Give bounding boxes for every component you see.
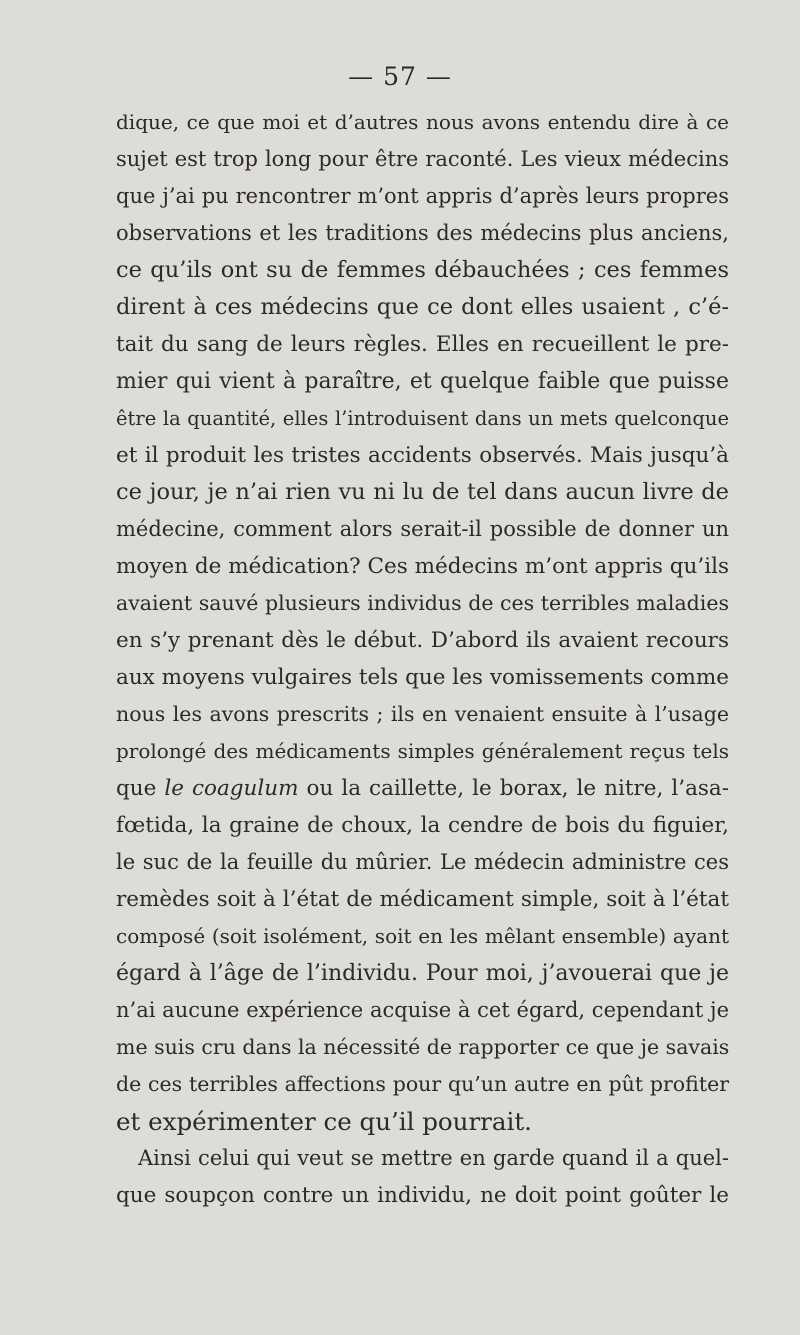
text-line: composé (soit isolément, soit en les mêlant ensemble) ayant	[116, 924, 729, 948]
text-line: nous les avons prescrits ; ils en venaient ensuite à l’usage	[116, 702, 729, 726]
text-line: moyen de médication? Ces médecins m’ont appris qu’ils	[116, 554, 729, 579]
text-line: et il produit les tristes accidents observés. Mais jusqu’à	[116, 443, 729, 468]
text-line: médecine, comment alors serait-il possible de donner un	[116, 517, 729, 541]
text-line: en s’y prenant dès le début. D’abord ils avaient recours	[116, 628, 729, 653]
text-line: ce qu’ils ont su de femmes débauchées ; ces femmes	[116, 257, 729, 283]
text-line: ce jour, je n’ai rien vu ni lu de tel dans aucun livre de	[116, 479, 729, 505]
text-line: que soupçon contre un individu, ne doit point goûter le	[116, 1183, 729, 1208]
text-segment: ou la caillette, le borax, le nitre, l’asa-	[298, 776, 730, 801]
text-line: sujet est trop long pour être raconté. Les vieux médecins	[116, 147, 729, 171]
text-line: le suc de la feuille du mûrier. Le médecin administre ces	[116, 850, 729, 874]
text-line: fœtida, la graine de choux, la cendre de bois du figuier,	[116, 813, 729, 838]
paragraph-1	[116, 104, 729, 1140]
text-line: égard à l’âge de l’individu. Pour moi, j’avouerai que je	[116, 961, 729, 986]
text-line: n’ai aucune expérience acquise à cet égard, cependant je	[116, 998, 729, 1022]
text-line: prolongé des médicaments simples généralement reçus tels	[116, 739, 729, 763]
text-line: dique, ce que moi et d’autres nous avons entendu dire à ce	[116, 110, 729, 134]
text-line: tait du sang de leurs règles. Elles en recueillent le pre-	[116, 332, 729, 357]
text-line: observations et les traditions des médecins plus anciens,	[116, 221, 729, 245]
text-line: de ces terribles affections pour qu’un autre en pût profiter	[116, 1072, 729, 1096]
text-line-with-italic	[116, 770, 729, 807]
text-line: aux moyens vulgaires tels que les vomissements comme	[116, 665, 729, 690]
text-line: que j’ai pu rencontrer m’ont appris d’après leurs propres	[116, 184, 729, 208]
text-line: avaient sauvé plusieurs individus de ces terribles maladies	[116, 591, 729, 615]
text-line: Ainsi celui qui veut se mettre en garde quand il a quel-	[138, 1146, 729, 1170]
page-number: — 57 —	[348, 62, 452, 91]
italic-term: le coagulum	[164, 776, 299, 801]
text-line: me suis cru dans la nécessité de rapporter ce que je savais	[116, 1035, 730, 1059]
text-line: dirent à ces médecins que ce dont elles usaient , c’é-	[116, 294, 729, 320]
text-line: remèdes soit à l’état de médicament simple, soit à l’état	[116, 887, 729, 912]
text-segment: que	[116, 776, 165, 801]
text-line: être la quantité, elles l’introduisent dans un mets quelconque	[116, 407, 729, 430]
body-text	[116, 104, 729, 1214]
paragraph-2	[116, 1140, 729, 1214]
text-line: et expérimenter ce qu’il pourrait.	[116, 1107, 532, 1136]
text-line: mier qui vient à paraître, et quelque faible que puisse	[116, 369, 729, 394]
